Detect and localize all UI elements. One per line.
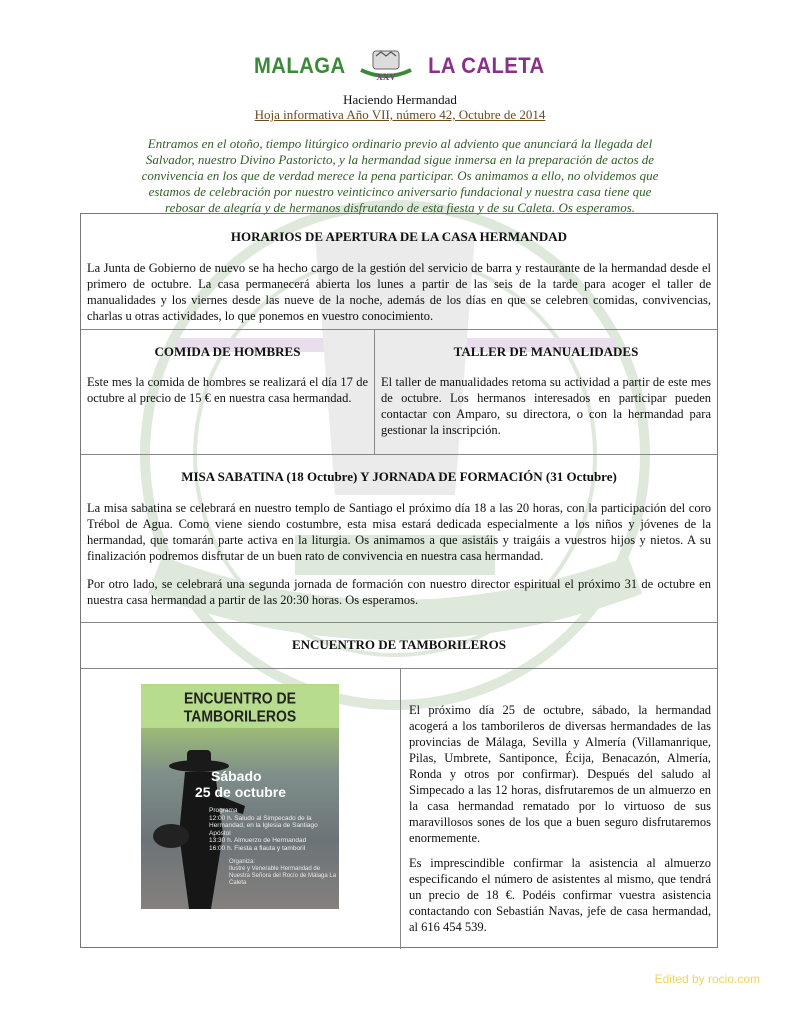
content-table: [80, 213, 718, 948]
poster-program: Programa 12:00 h. Saludo al Simpecado de la Hermandad, en la Iglesia de Santiago Apóstol 13:30 h. Almuerzo de Hermandad 16:00 h. Fiesta a flauta y tamboril: [209, 807, 318, 852]
poster-cell: [81, 669, 401, 949]
section-encuentro: [81, 669, 717, 949]
section-body-misa-2: Por otro lado, se celebrará una segunda jornada de formación con nuestro director espiritual el próximo 31 de octubre en nuestra casa hermandad a partir de las 20:30 horas. Os esperamos.: [87, 577, 711, 607]
event-poster: [141, 684, 339, 909]
section-horarios: [81, 214, 717, 330]
section-encuentro-header: [81, 623, 717, 669]
section-body-encuentro-1: El próximo día 25 de octubre, sábado, la hermandad acogerá a los tamborileros de diversas hermandades de las provincias de Málaga, Sevilla y Almería (Villamanrique, Pilas, Umbrete, Santiponce, Écija, Benacazón, Almería, Ronda y otros por confirmar). Después del saludo al Simpecado a las 12 horas, disfrutaremos de un almuerzo en la casa hermandad rematado por lo virtuoso de sus maravillosos sones de los que a buen seguro disfrutaremos enormemente.: [409, 703, 711, 845]
masthead-logo: [250, 48, 550, 84]
section-taller: [375, 330, 717, 454]
poster-title: ENCUENTRO DE TAMBORILEROS: [141, 686, 339, 728]
newsletter-subtitle: Haciendo Hermandad: [343, 92, 457, 107]
logo-word-la-caleta: LA CALETA: [428, 53, 546, 78]
poster-organizer: Organiza: Ilustre y Venerable Hermandad de Nuestra Señora del Rocío de Málaga La Caleta: [229, 859, 337, 886]
section-body-comida: Este mes la comida de hombres se realizará el día 17 de octubre al precio de 15 € en nuestra casa hermandad.: [87, 375, 368, 405]
poster-day: Sábado: [211, 768, 262, 784]
section-title-horarios: HORARIOS DE APERTURA DE LA CASA HERMANDAD: [230, 229, 568, 244]
section-title-encuentro: ENCUENTRO DE TAMBORILEROS: [291, 637, 507, 652]
section-row-comida-taller: [81, 330, 717, 455]
poster-date: [195, 768, 287, 800]
section-body-horarios: La Junta de Gobierno de nuevo se ha hecho cargo de la gestión del servicio de barra y restaurante de la hermandad desde el primero de octubre. La casa permanecerá abierta los lunes a partir de las seis de la tarde para acoger el taller de manualidades y los viernes desde las nueve de la noche, además de los días en que se celebren comidas, convivencias, charlas u otras actividades, lo que ponemos en vuestro conocimiento.: [87, 261, 711, 323]
section-misa: [81, 455, 717, 623]
section-body-encuentro-2: Es imprescindible confirmar la asistencia al almuerzo especificando el número de asistentes al mismo, que tendrá un precio de 18 €. Podéis confirmar vuestra asistencia contactando con Sebastián Navas, jefe de casa hermandad, al 616 454 539.: [409, 856, 711, 934]
section-body-taller: El taller de manualidades retoma su actividad a partir de este mes de octubre. Los hermanos interesados en participar pueden contactar con Amparo, su directora, o con la hermandad para gestionar la inscripción.: [381, 375, 711, 437]
section-title-taller: TALLER DE MANUALIDADES: [453, 344, 639, 359]
emblem-label: XXV: [376, 72, 397, 82]
poster-date-value: 25 de octubre: [195, 784, 287, 800]
edited-by-note: Edited by rocio.com: [654, 972, 760, 986]
issue-line: Hoja informativa Año VII, número 42, Octubre de 2014: [254, 107, 546, 122]
section-title-comida: COMIDA DE HOMBRES: [154, 344, 301, 359]
masthead: [0, 48, 800, 84]
logo-word-malaga: MALAGA: [253, 53, 346, 78]
encuentro-text-cell: [401, 669, 717, 949]
xxv-emblem-icon: [357, 48, 415, 84]
section-body-misa-1: La misa sabatina se celebrará en nuestro templo de Santiago el próximo día 18 a las 20 horas, con la participación del coro Trébol de Agua. Como viene siendo costumbre, esta misa estará dedicada especialmente a los niños y jóvenes de la hermandad, que tomarán parte activa en la liturgia. Os animamos a que asistáis y traigáis a vuestros hijos y nietos. A su finalización podremos disfrutar de un buen rato de convivencia en nuestra casa hermandad.: [87, 501, 711, 563]
section-comida: [81, 330, 375, 454]
intro-paragraph: Entramos en el otoño, tiempo litúrgico ordinario previo al adviento que anunciará la llegada del Salvador, nuestro Divino Pastoricto, y la hermandad sigue inmersa en la preparación de actos de convivencia en los que de verdad merece la pena participar. Os animamos a ello, no olvidemos que estamos de celebración por nuestro veinticinco aniversario fundacional y nuestra casa tiene que rebosar de alegría y de hermanos disfrutando de esta fiesta y de su Caleta. Os esperamos.: [141, 136, 659, 215]
section-title-misa: MISA SABATINA (18 Octubre) Y JORNADA DE FORMACIÓN (31 Octubre): [181, 469, 617, 484]
